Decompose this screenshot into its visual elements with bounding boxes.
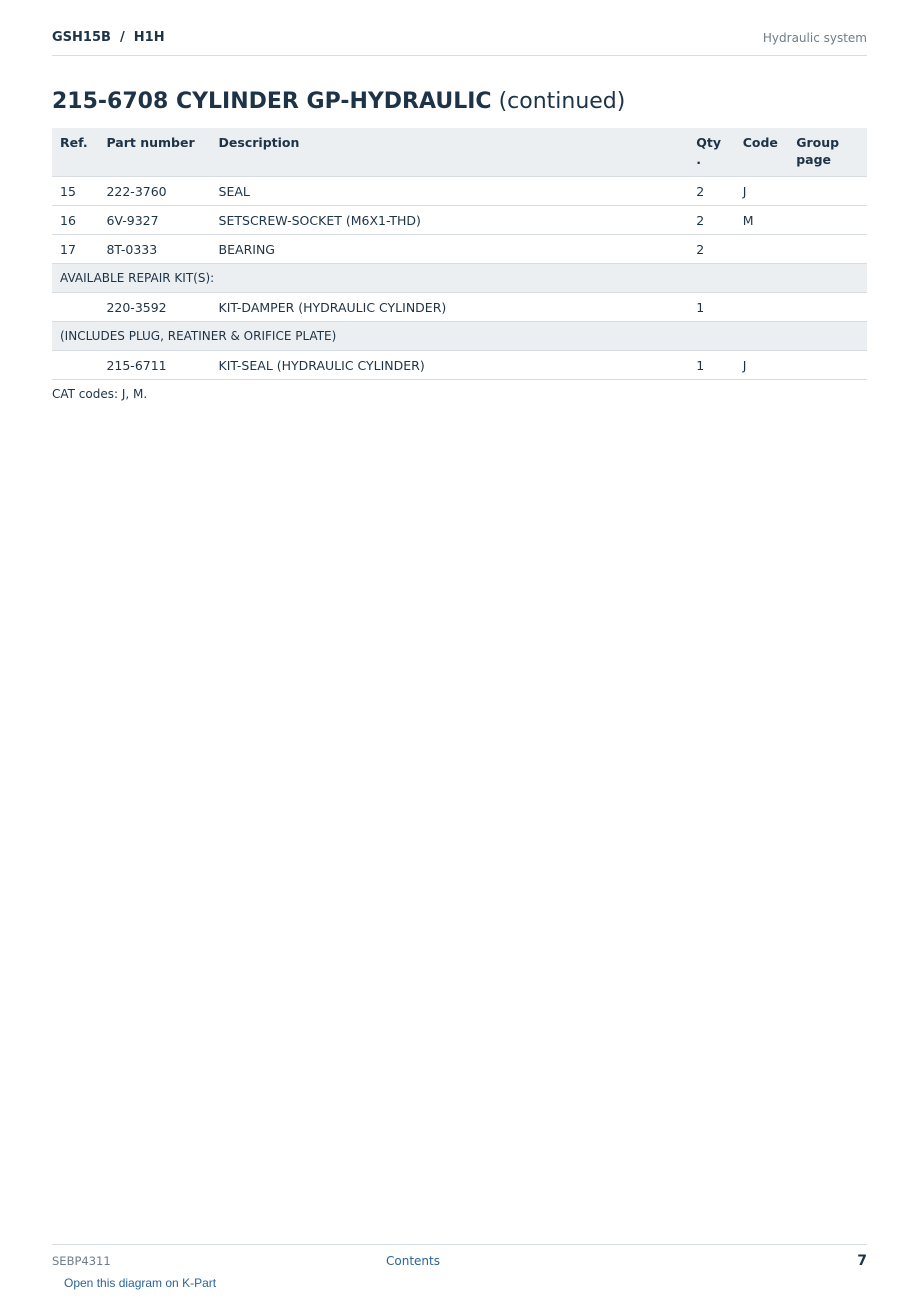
col-header-description: Description bbox=[211, 128, 689, 177]
cell-group-page bbox=[788, 177, 867, 206]
cell-part-number: 220-3592 bbox=[98, 293, 210, 322]
section-label: Hydraulic system bbox=[762, 31, 867, 45]
cell-qty: 1 bbox=[688, 293, 734, 322]
col-header-group-page: Group page bbox=[788, 128, 867, 177]
table-row bbox=[52, 206, 867, 235]
col-header-code: Code bbox=[735, 128, 789, 177]
col-header-ref: Ref. bbox=[52, 128, 98, 177]
document-number: SEBP4311 bbox=[52, 1254, 111, 1268]
cell-group-page bbox=[788, 351, 867, 380]
cell-description: KIT-DAMPER (HYDRAULIC CYLINDER) bbox=[211, 293, 689, 322]
repair-kits-note: AVAILABLE REPAIR KIT(S): bbox=[52, 264, 867, 293]
cell-qty: 2 bbox=[688, 206, 734, 235]
contents-link[interactable]: Contents bbox=[386, 1254, 440, 1268]
cell-group-page bbox=[788, 293, 867, 322]
table-header-row bbox=[52, 128, 867, 177]
page-header bbox=[52, 28, 867, 56]
col-header-part-number: Part number bbox=[98, 128, 210, 177]
cell-part-number: 8T-0333 bbox=[98, 235, 210, 264]
cell-description: SETSCREW-SOCKET (M6X1-THD) bbox=[211, 206, 689, 235]
page-footer bbox=[52, 1244, 867, 1269]
model-label: GSH15B / H1H bbox=[52, 30, 165, 45]
table-row bbox=[52, 351, 867, 380]
parts-table bbox=[52, 128, 867, 380]
cell-description: KIT-SEAL (HYDRAULIC CYLINDER) bbox=[211, 351, 689, 380]
kit-includes-note: (INCLUDES PLUG, REATINER & ORIFICE PLATE) bbox=[52, 322, 867, 351]
cell-code: J bbox=[735, 351, 789, 380]
cell-ref: 15 bbox=[52, 177, 98, 206]
kit-includes-note-row bbox=[52, 322, 867, 351]
col-header-qty: Qty . bbox=[688, 128, 734, 177]
title-part-name: 215-6708 CYLINDER GP-HYDRAULIC bbox=[52, 89, 492, 114]
repair-kits-note-row bbox=[52, 264, 867, 293]
table-row bbox=[52, 235, 867, 264]
cell-ref: 16 bbox=[52, 206, 98, 235]
cell-part-number: 222-3760 bbox=[98, 177, 210, 206]
cell-code bbox=[735, 293, 789, 322]
cell-code: M bbox=[735, 206, 789, 235]
cell-description: SEAL bbox=[211, 177, 689, 206]
cell-qty: 1 bbox=[688, 351, 734, 380]
cell-code bbox=[735, 235, 789, 264]
kpart-link[interactable]: Open this diagram on K-Part bbox=[64, 1276, 217, 1290]
cell-code: J bbox=[735, 177, 789, 206]
table-row bbox=[52, 177, 867, 206]
table-row bbox=[52, 293, 867, 322]
cell-group-page bbox=[788, 235, 867, 264]
cell-group-page bbox=[788, 206, 867, 235]
cell-part-number: 6V-9327 bbox=[98, 206, 210, 235]
cell-description: BEARING bbox=[211, 235, 689, 264]
cell-part-number: 215-6711 bbox=[98, 351, 210, 380]
cell-qty: 2 bbox=[688, 177, 734, 206]
page-title bbox=[52, 89, 625, 114]
title-continued: (continued) bbox=[498, 89, 626, 114]
cell-ref: 17 bbox=[52, 235, 98, 264]
cat-codes-note: CAT codes: J, M. bbox=[52, 387, 148, 401]
page-number: 7 bbox=[857, 1253, 867, 1269]
cell-ref bbox=[52, 351, 98, 380]
cell-qty: 2 bbox=[688, 235, 734, 264]
cell-ref bbox=[52, 293, 98, 322]
